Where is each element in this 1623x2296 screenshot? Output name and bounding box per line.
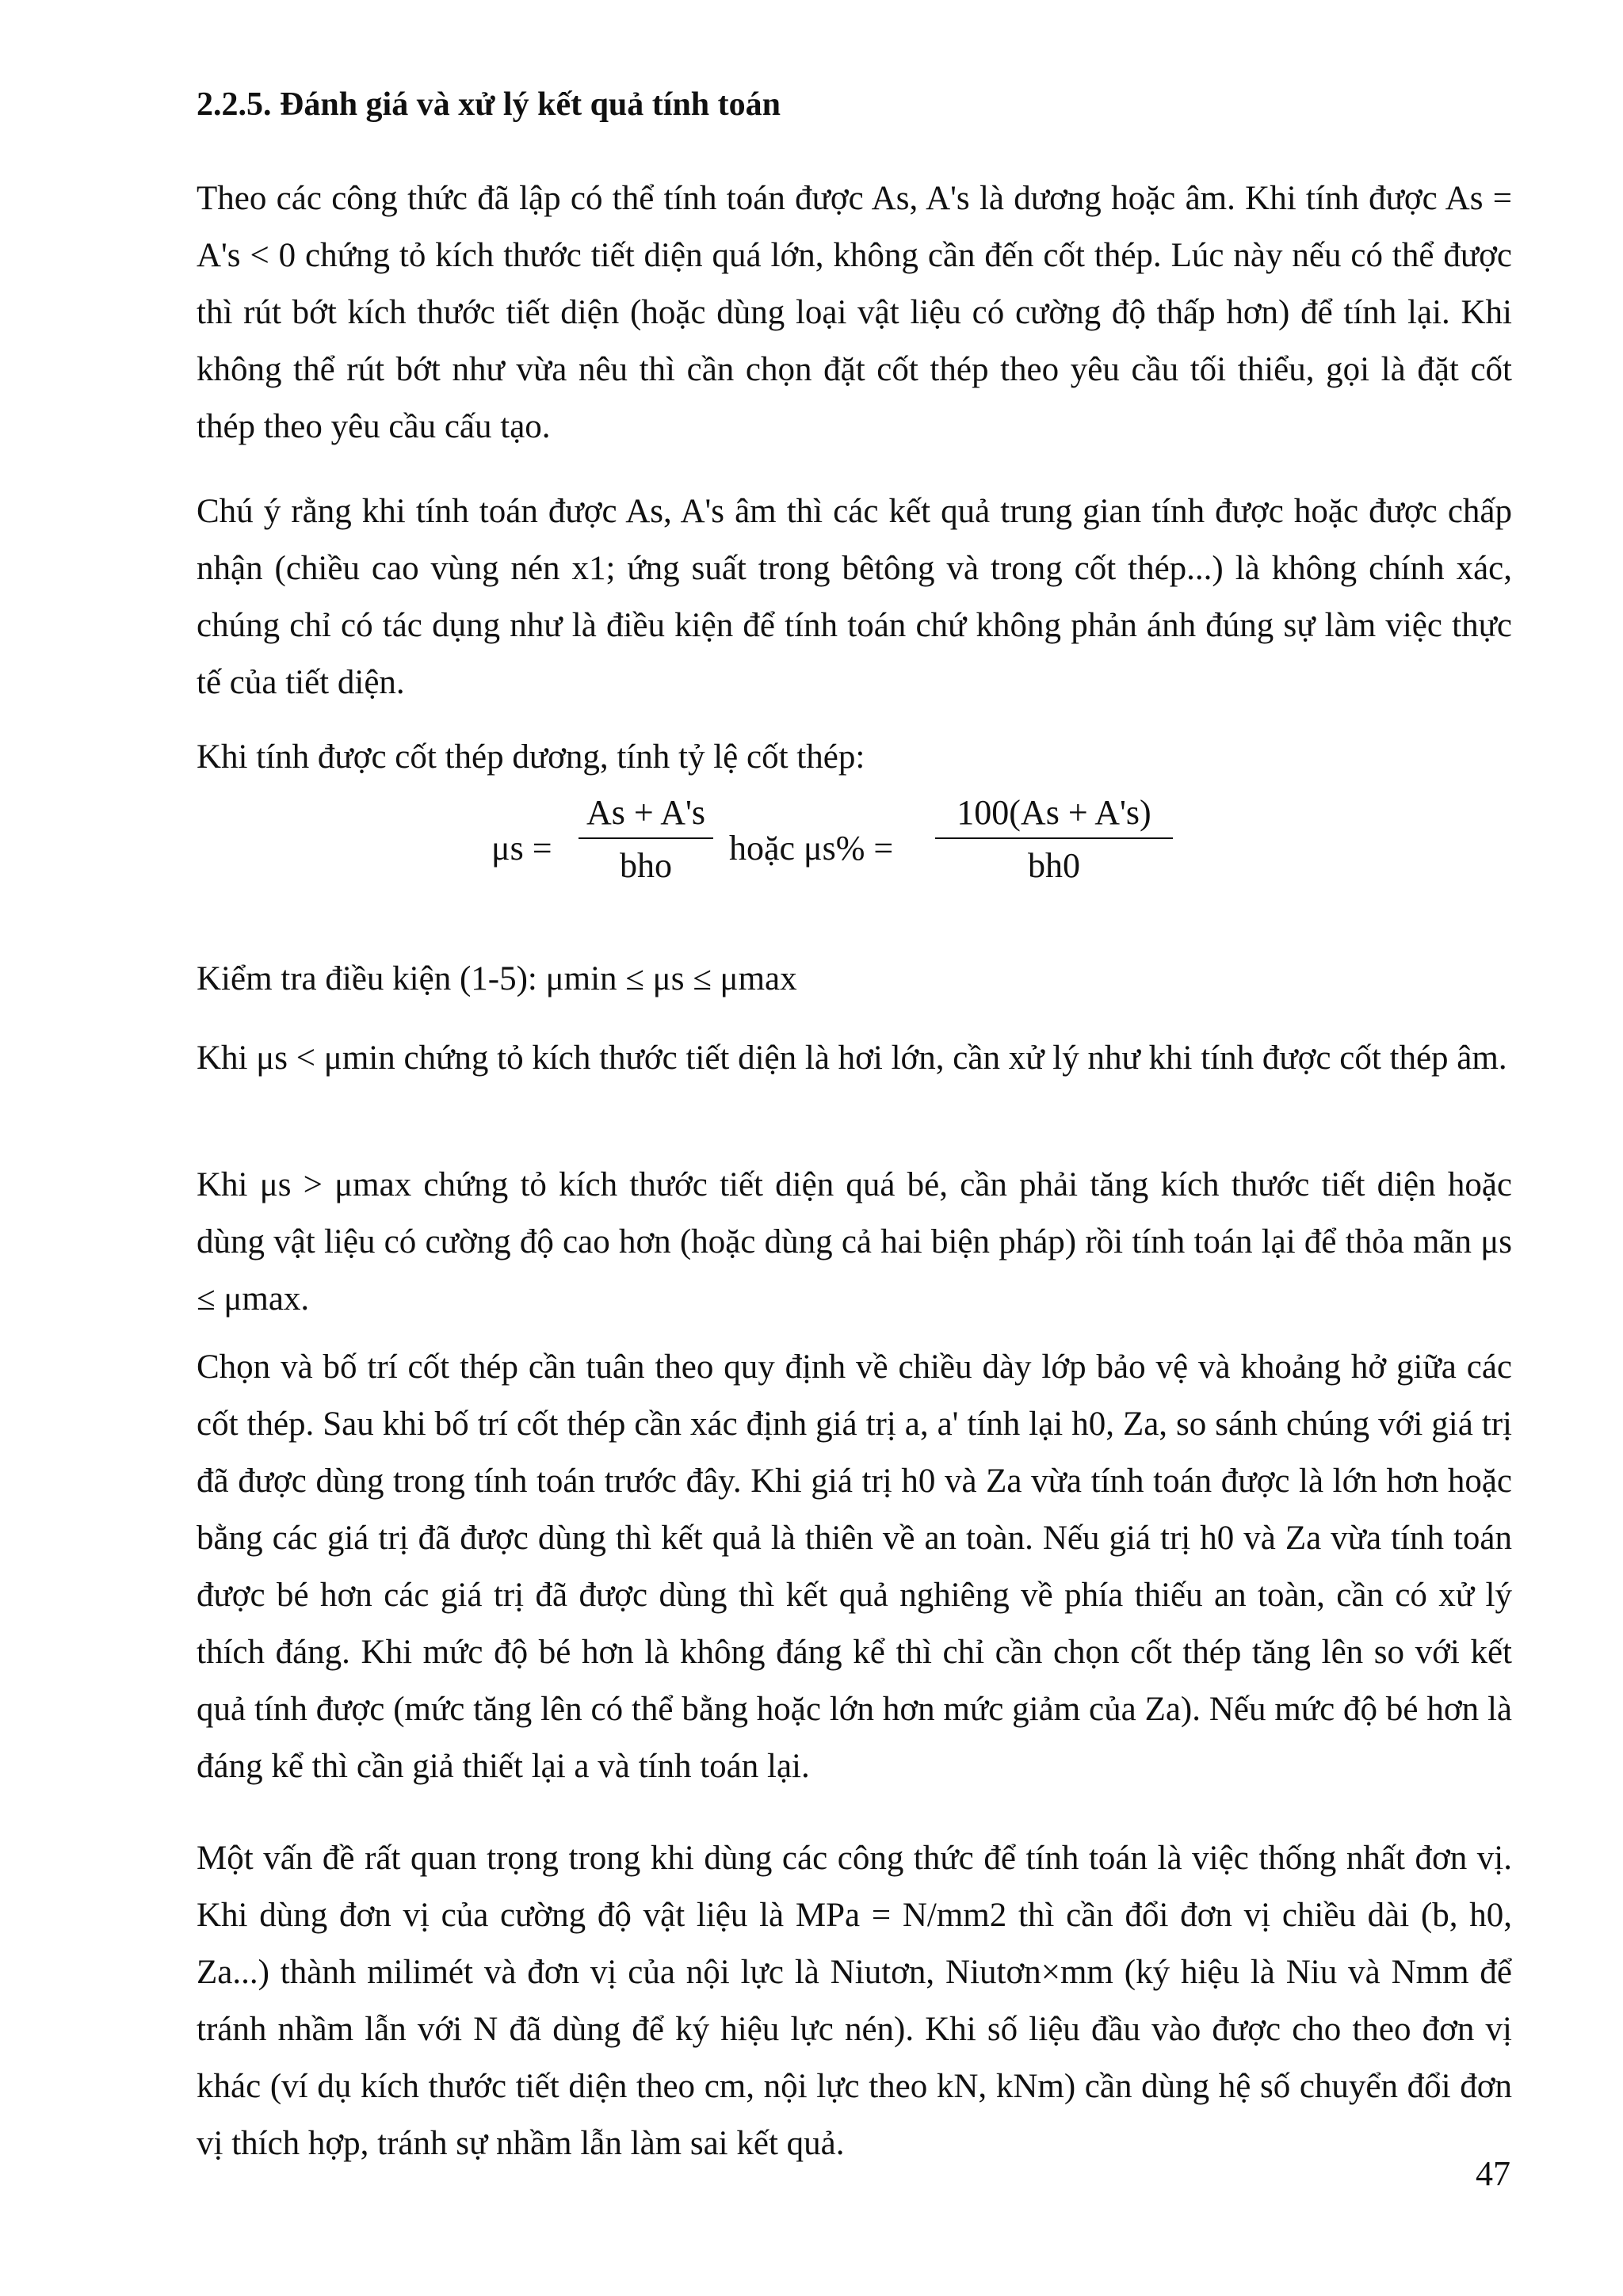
paragraph-7: Chọn và bố trí cốt thép cần tuân theo quy định về chiều dày lớp bảo vệ và khoảng hở giữa các cốt thép. Sau khi bố trí cốt thép cần xác định giá trị a, a' tính lại h0, Za, so sánh chúng với giá trị đã được dùng trong tính toán trước đây. Khi giá trị h0 và Za vừa tính toán được là lớn hơn hoặc bằng các giá trị đã được dùng thì kết quả là thiên về an toàn. Nếu giá trị h0 và Za vừa tính toán được bé hơn các giá trị đã được dùng thì kết quả nghiêng về phía thiếu an toàn, cần có xử lý thích đáng. Khi mức độ bé hơn là không đáng kể thì chỉ cần chọn cốt thép tăng lên so với kết quả tính được (mức tăng lên có thể bằng hoặc lớn hơn mức giảm của Za). Nếu mức độ bé hơn là đáng kể thì cần giả thiết lại a và tính toán lại.	[197, 1348, 1512, 1785]
formula-or-text: hoặc μs% =	[729, 829, 894, 868]
paragraph-3: Khi tính được cốt thép dương, tính tỷ lệ cốt thép:	[197, 738, 865, 776]
paragraph-5: Khi μs < μmin chứng tỏ kích thước tiết diện là hơi lớn, cần xử lý như khi tính được cốt thép âm.	[197, 1039, 1507, 1077]
paragraph-1: Theo các công thức đã lập có thể tính toán được As, A's là dương hoặc âm. Khi tính được As = A's < 0 chứng tỏ kích thước tiết diện quá lớn, không cần đến cốt thép. Lúc này nếu có thể được thì rút bớt kích thước tiết diện (hoặc dùng loại vật liệu có cường độ thấp hơn) để tính lại. Khi không thể rút bớt như vừa nêu thì cần chọn đặt cốt thép theo yêu cầu tối thiểu, gọi là đặt cốt thép theo yêu cầu cấu tạo.	[197, 180, 1512, 445]
fraction-1	[579, 792, 713, 886]
paragraph-6: Khi μs > μmax chứng tỏ kích thước tiết diện quá bé, cần phải tăng kích thước tiết diện hoặc dùng vật liệu có cường độ cao hơn (hoặc dùng cả hai biện pháp) rồi tính toán lại để thỏa mãn μs ≤ μmax.	[197, 1166, 1512, 1318]
paragraph-8: Một vấn đề rất quan trọng trong khi dùng các công thức để tính toán là việc thống nhất đơn vị. Khi dùng đơn vị của cường độ vật liệu là MPa = N/mm2 thì cần đổi đơn vị chiều dài (b, h0, Za...) thành milimét và đơn vị của nội lực là Niutơn, Niutơn×mm (ký hiệu là Niu và Nmm để tránh nhầm lẫn với N đã dùng để ký hiệu lực nén). Khi số liệu đầu vào được cho theo đơn vị khác (ví dụ kích thước tiết diện theo cm, nội lực theo kN, kNm) cần dùng hệ số chuyển đổi đơn vị thích hợp, tránh sự nhầm lẫn làm sai kết quả.	[197, 1840, 1512, 2162]
fraction-2	[935, 792, 1173, 886]
page-number: 47	[1476, 2154, 1510, 2193]
paragraph-2: Chú ý rằng khi tính toán được As, A's âm thì các kết quả trung gian tính được hoặc được chấp nhận (chiều cao vùng nén x1; ứng suất trong bêtông và trong cốt thép...) là không chính xác, chúng chỉ có tác dụng như là điều kiện để tính toán chứ không phản ánh đúng sự làm việc thực tế của tiết diện.	[197, 493, 1512, 701]
fraction-1-denominator: bho	[620, 846, 672, 885]
fraction-2-numerator: 100(As + A's)	[935, 792, 1173, 839]
reinforcement-ratio-formula	[491, 792, 1173, 911]
section-heading: 2.2.5. Đánh giá và xử lý kết quả tính toán	[197, 86, 781, 123]
formula-lhs: μs =	[491, 829, 552, 868]
paragraph-4: Kiểm tra điều kiện (1-5): μmin ≤ μs ≤ μmax	[197, 960, 797, 997]
fraction-1-numerator: As + A's	[579, 792, 713, 839]
fraction-2-denominator: bh0	[1028, 846, 1080, 885]
